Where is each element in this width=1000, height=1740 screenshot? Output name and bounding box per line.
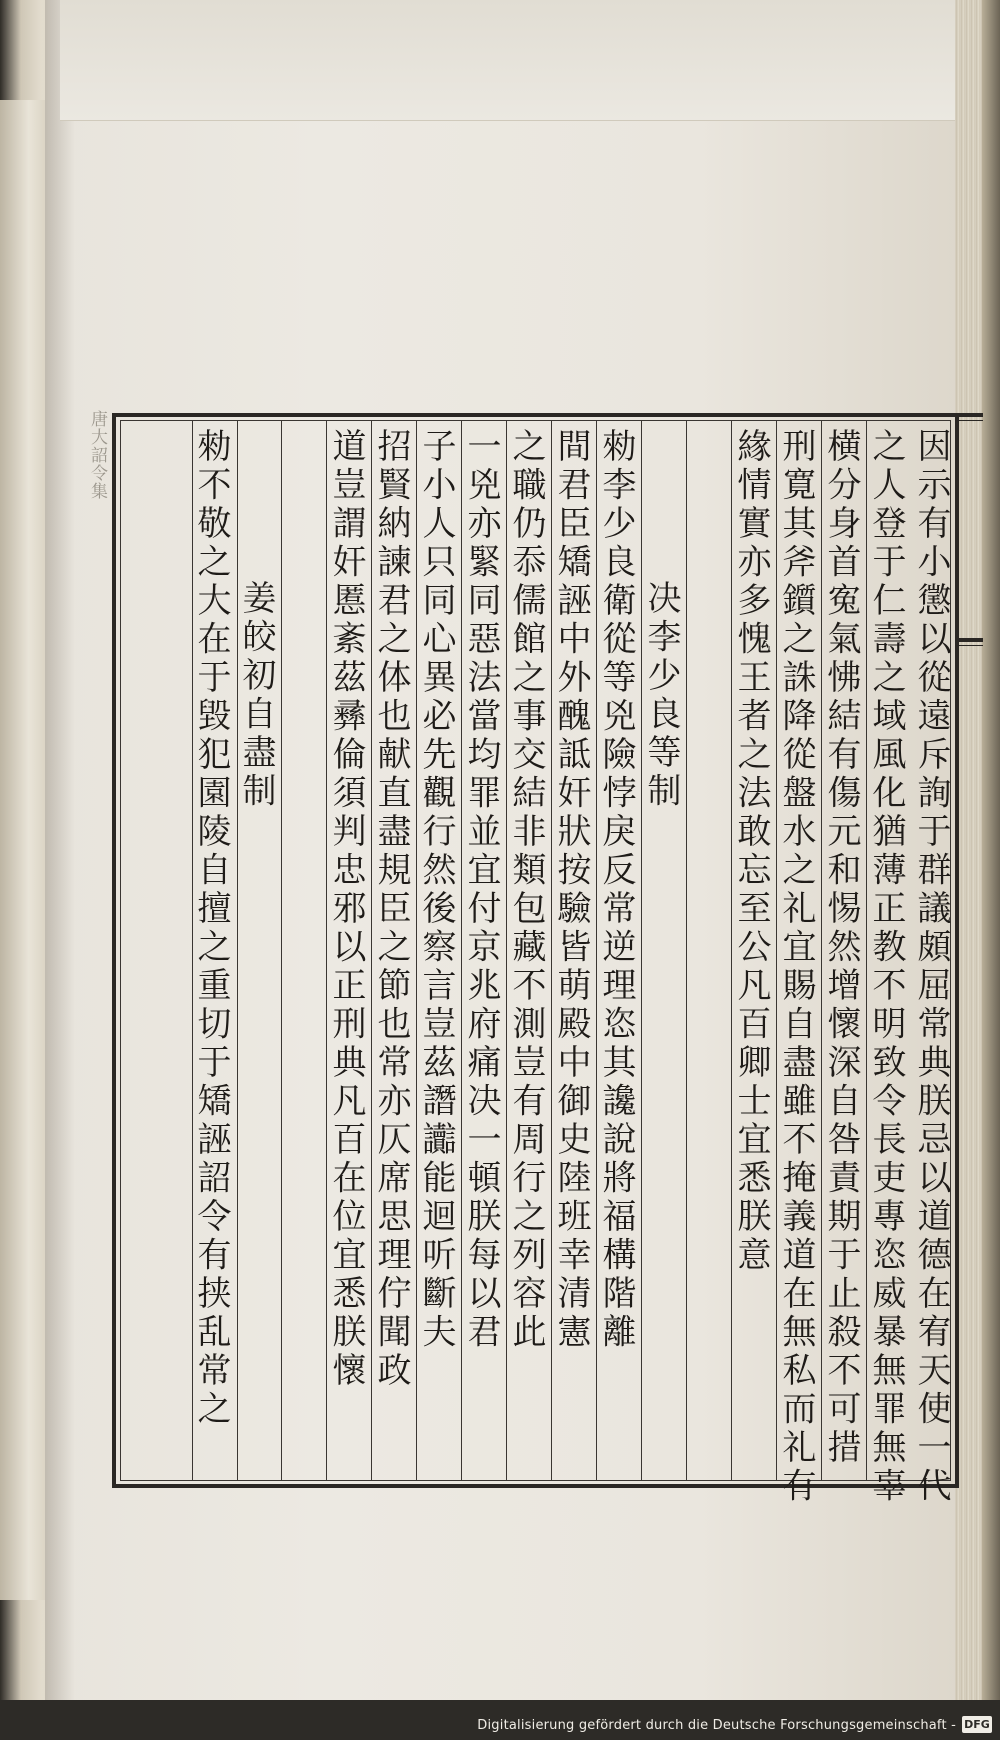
- right-book-edge: [982, 0, 1000, 1710]
- section-title: 姜皎初自盡制: [236, 580, 276, 811]
- margin-annotation: 唐大詔令集: [87, 410, 107, 500]
- text-column: 横分身首寃氣怫結有傷元和惕然增懷深自咎責期于止殺不可措: [821, 428, 861, 1468]
- text-column: [278, 428, 324, 1478]
- text-column: 因示有小懲以從遠斥詢于群議頗屈常典朕忌以道德在宥天使一代: [911, 428, 951, 1506]
- text-column: 勑李少良衛從等兇險悖戾反常逆理恣其讒說將福構階離: [596, 428, 636, 1352]
- text-column: 招賢納諫君之体也献直盡規臣之節也常亦仄席思理佇聞政: [371, 428, 411, 1391]
- text-column: [683, 428, 729, 1478]
- digitization-credit: Digitalisierung gefördert durch die Deutsche Forschungsgemeinschaft -: [477, 1718, 956, 1733]
- text-column: 勑不敬之大在于毀犯園陵自擅之重切于矯誣詔令有挟乱常之: [191, 428, 231, 1429]
- page-top-edge: [60, 0, 965, 121]
- text-column: 緣情實亦多愧王者之法敢忘至公凡百卿士宜悉朕意: [731, 428, 771, 1275]
- text-column: 之人登于仁壽之域風化猶薄正教不明致令長吏專恣威暴無罪無辜: [866, 428, 906, 1506]
- left-page-fold: [0, 100, 49, 1600]
- text-column: 道豈謂奸慝紊茲彞倫須判忠邪以正刑典凡百在位宜悉朕懷: [326, 428, 366, 1391]
- text-column: 間君臣矯誣中外醜詆奸狀按驗皆萌殿中御史陸班幸清憲: [551, 428, 591, 1352]
- frame-edge-tab: [955, 413, 983, 421]
- frame-edge-tab: [955, 638, 983, 646]
- section-title: 决李少良等制: [641, 580, 681, 811]
- text-column: 之職仍忝儒館之事交結非類包藏不測豈有周行之列容此: [506, 428, 546, 1352]
- text-column: 子小人只同心異必先觀行然後察言豈茲譖讟能迴听斷夫: [416, 428, 456, 1352]
- gutter-shadow: [45, 0, 75, 1700]
- text-column: 一兇亦緊同惡法當均罪並宜付京兆府痛决一頓朕每以君: [461, 428, 501, 1352]
- dfg-logo: DFG: [962, 1716, 992, 1733]
- text-column: 刑寛其斧鑕之誅降從盤水之礼宜賜自盡雖不掩義道在無私而礼有: [776, 428, 816, 1506]
- text-column: [143, 428, 189, 1478]
